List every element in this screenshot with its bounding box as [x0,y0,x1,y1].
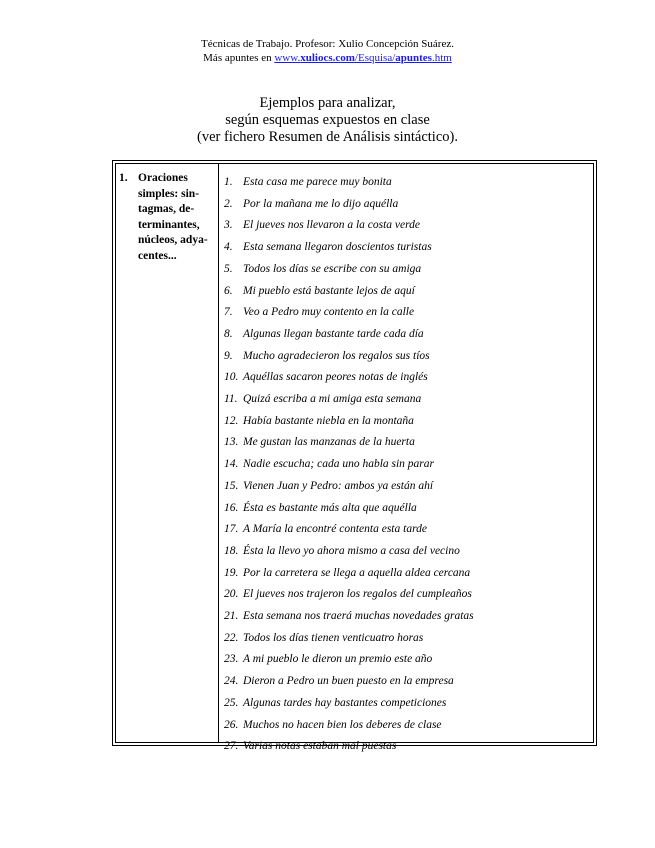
example-item [224,715,474,737]
example-item [224,606,474,628]
example-number: 25. [224,696,239,709]
example-item [224,281,474,303]
example-number: 3. [224,219,233,232]
header-link-prefix: Más apuntes en [203,52,275,64]
page-header [0,37,655,65]
example-number: 5. [224,262,233,275]
link-page: apuntes [395,52,432,64]
example-item [224,736,474,758]
example-number: 10. [224,371,239,384]
title-line-2: según esquemas expuestos en clase [225,112,430,128]
example-text: Algunas llegan bastante tarde cada día [243,327,424,340]
example-number: 13. [224,436,239,449]
example-text: A mi pueblo le dieron un premio este año [243,653,433,666]
section-label: Oraciones simples: sin-tagmas, de-terminantes, núcleos, adya-centes... [138,172,208,262]
link-domain: xuliocs.com [300,52,355,64]
example-text: Había bastante niebla en la montaña [243,414,414,427]
example-number: 20. [224,588,239,601]
example-text: Por la carretera se llega a aquella aldea cercana [243,566,471,579]
example-item [224,172,474,194]
example-text: Esta semana nos traerá muchas novedades gratas [243,610,474,623]
example-item [224,194,474,216]
example-text: Mi pueblo está bastante lejos de aquí [243,284,415,297]
example-text: A María la encontré contenta esta tarde [243,523,427,536]
example-item [224,215,474,237]
link-path: /Esquisa/ [354,52,396,64]
example-text: Algunas tardes hay bastantes competiciones [243,696,447,709]
example-number: 9. [224,349,233,362]
example-item [224,563,474,585]
example-text: Todos los días se escribe con su amiga [243,262,422,275]
example-number: 6. [224,284,233,297]
section-heading [119,171,215,264]
example-number: 22. [224,631,239,644]
title-line-1: Ejemplos para analizar, [259,95,396,111]
header-link-line [0,51,655,65]
example-number: 2. [224,197,233,210]
example-item [224,454,474,476]
example-item [224,411,474,433]
example-number: 15. [224,479,239,492]
example-item [224,476,474,498]
header-author-line: Técnicas de Trabajo. Profesor: Xulio Concepción Suárez. [201,38,454,50]
example-item [224,584,474,606]
example-text: Dieron a Pedro un buen puesto en la empresa [243,675,454,688]
example-number: 17. [224,523,239,536]
example-text: Vienen Juan y Pedro: ambos ya están ahí [243,479,434,492]
section-number: 1. [119,172,128,184]
example-text: Esta casa me parece muy bonita [243,176,392,188]
example-text: Mucho agradecieron los regalos sus tíos [243,349,430,362]
example-item [224,628,474,650]
example-text: Esta semana llegaron doscientos turistas [243,241,432,254]
example-text: Muchos no hacen bien los deberes de clase [243,718,442,731]
example-text: El jueves nos llevaron a la costa verde [243,219,421,232]
example-text: Quizá escriba a mi amiga esta semana [243,393,422,406]
examples-table [112,160,597,753]
example-text: Varias notas estaban mal puestas [243,740,397,753]
example-number: 1. [224,176,233,188]
example-item [224,693,474,715]
document-title [0,95,655,146]
example-number: 12. [224,414,239,427]
example-number: 21. [224,610,239,623]
example-item [224,237,474,259]
column-divider [218,163,219,743]
example-item [224,671,474,693]
example-number: 19. [224,566,239,579]
example-number: 11. [224,393,238,406]
example-text: Ésta la llevo yo ahora mismo a casa del vecino [243,544,460,557]
title-line-3: (ver fichero Resumen de Análisis sintáctico). [197,129,458,145]
example-text: Me gustan las manzanas de la huerta [243,436,415,449]
example-number: 27. [224,740,239,753]
example-number: 14. [224,458,239,471]
example-number: 7. [224,306,233,319]
example-number: 24. [224,675,239,688]
link-www: www. [274,52,301,64]
example-text: El jueves nos trajeron los regalos del cumpleaños [243,588,472,601]
example-text: Aquéllas sacaron peores notas de inglés [243,371,428,384]
example-item [224,649,474,671]
example-text: Nadie escucha; cada uno habla sin parar [243,458,435,471]
example-item [224,541,474,563]
example-number: 26. [224,718,239,731]
example-number: 23. [224,653,239,666]
website-link[interactable] [274,52,451,64]
example-item [224,389,474,411]
example-item [224,519,474,541]
example-item [224,259,474,281]
example-text: Por la mañana me lo dijo aquélla [243,197,399,210]
example-text: Todos los días tienen venticuatro horas [243,631,424,644]
example-item [224,324,474,346]
example-text: Veo a Pedro muy contento en la calle [243,306,415,319]
example-item [224,367,474,389]
example-number: 4. [224,241,233,254]
example-item [224,302,474,324]
example-text: Ésta es bastante más alta que aquélla [243,501,417,514]
examples-list [224,172,474,758]
example-item [224,498,474,520]
example-item [224,346,474,368]
example-item [224,432,474,454]
example-number: 8. [224,327,233,340]
link-ext: .htm [431,52,452,64]
example-number: 16. [224,501,239,514]
example-number: 18. [224,544,239,557]
